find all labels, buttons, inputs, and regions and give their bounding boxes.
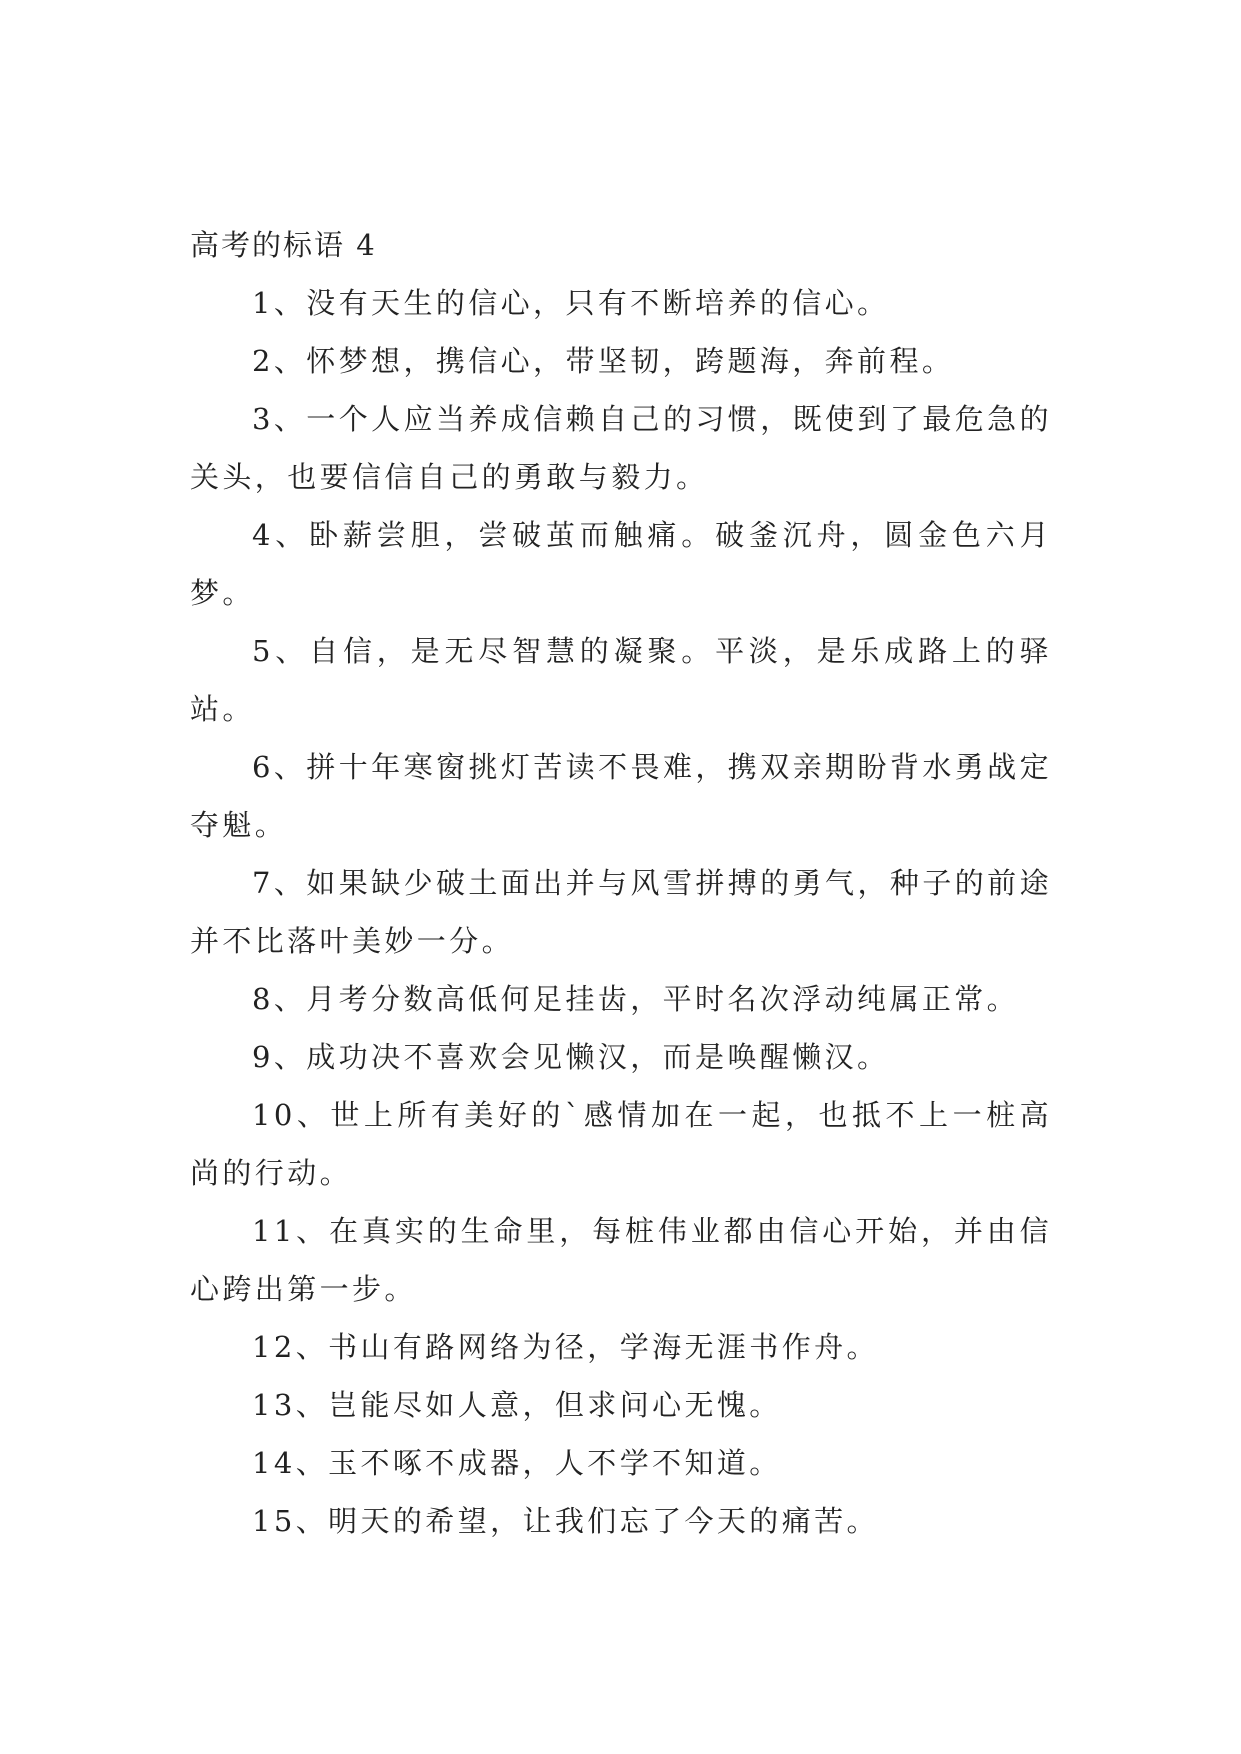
document-body: [190, 216, 1052, 1550]
slogan-item: 11、在真实的生命里，每桩伟业都由信心开始，并由信心跨出第一步。: [190, 1214, 1052, 1306]
slogan-item: 3、一个人应当养成信赖自己的习惯，既使到了最危急的关头，也要信信自己的勇敢与毅力。: [190, 402, 1052, 494]
slogan-item: 10、世上所有美好的`感情加在一起，也抵不上一桩高尚的行动。: [190, 1098, 1052, 1190]
slogan-item: 8、月考分数高低何足挂齿，平时名次浮动纯属正常。: [252, 982, 1020, 1016]
slogan-item: 14、玉不啄不成器，人不学不知道。: [252, 1446, 782, 1480]
slogan-item: 15、明天的希望，让我们忘了今天的痛苦。: [252, 1504, 879, 1538]
slogan-item: 13、岂能尽如人意，但求问心无愧。: [252, 1388, 782, 1422]
slogan-item: 1、没有天生的信心，只有不断培养的信心。: [252, 286, 890, 320]
slogan-item: 12、书山有路网络为径，学海无涯书作舟。: [252, 1330, 879, 1364]
slogan-item: 4、卧薪尝胆，尝破茧而触痛。破釜沉舟，圆金色六月梦。: [190, 518, 1052, 610]
slogan-item: 6、拼十年寒窗挑灯苦读不畏难，携双亲期盼背水勇战定夺魁。: [190, 750, 1052, 842]
slogan-item: 2、怀梦想，携信心，带坚韧，跨题海，奔前程。: [252, 344, 955, 378]
document-title: 高考的标语 4: [190, 228, 377, 262]
slogan-item: 9、成功决不喜欢会见懒汉，而是唤醒懒汉。: [252, 1040, 890, 1074]
slogan-item: 7、如果缺少破土面出并与风雪拼搏的勇气，种子的前途并不比落叶美妙一分。: [190, 866, 1052, 958]
slogan-item: 5、自信，是无尽智慧的凝聚。平淡，是乐成路上的驿站。: [190, 634, 1052, 726]
